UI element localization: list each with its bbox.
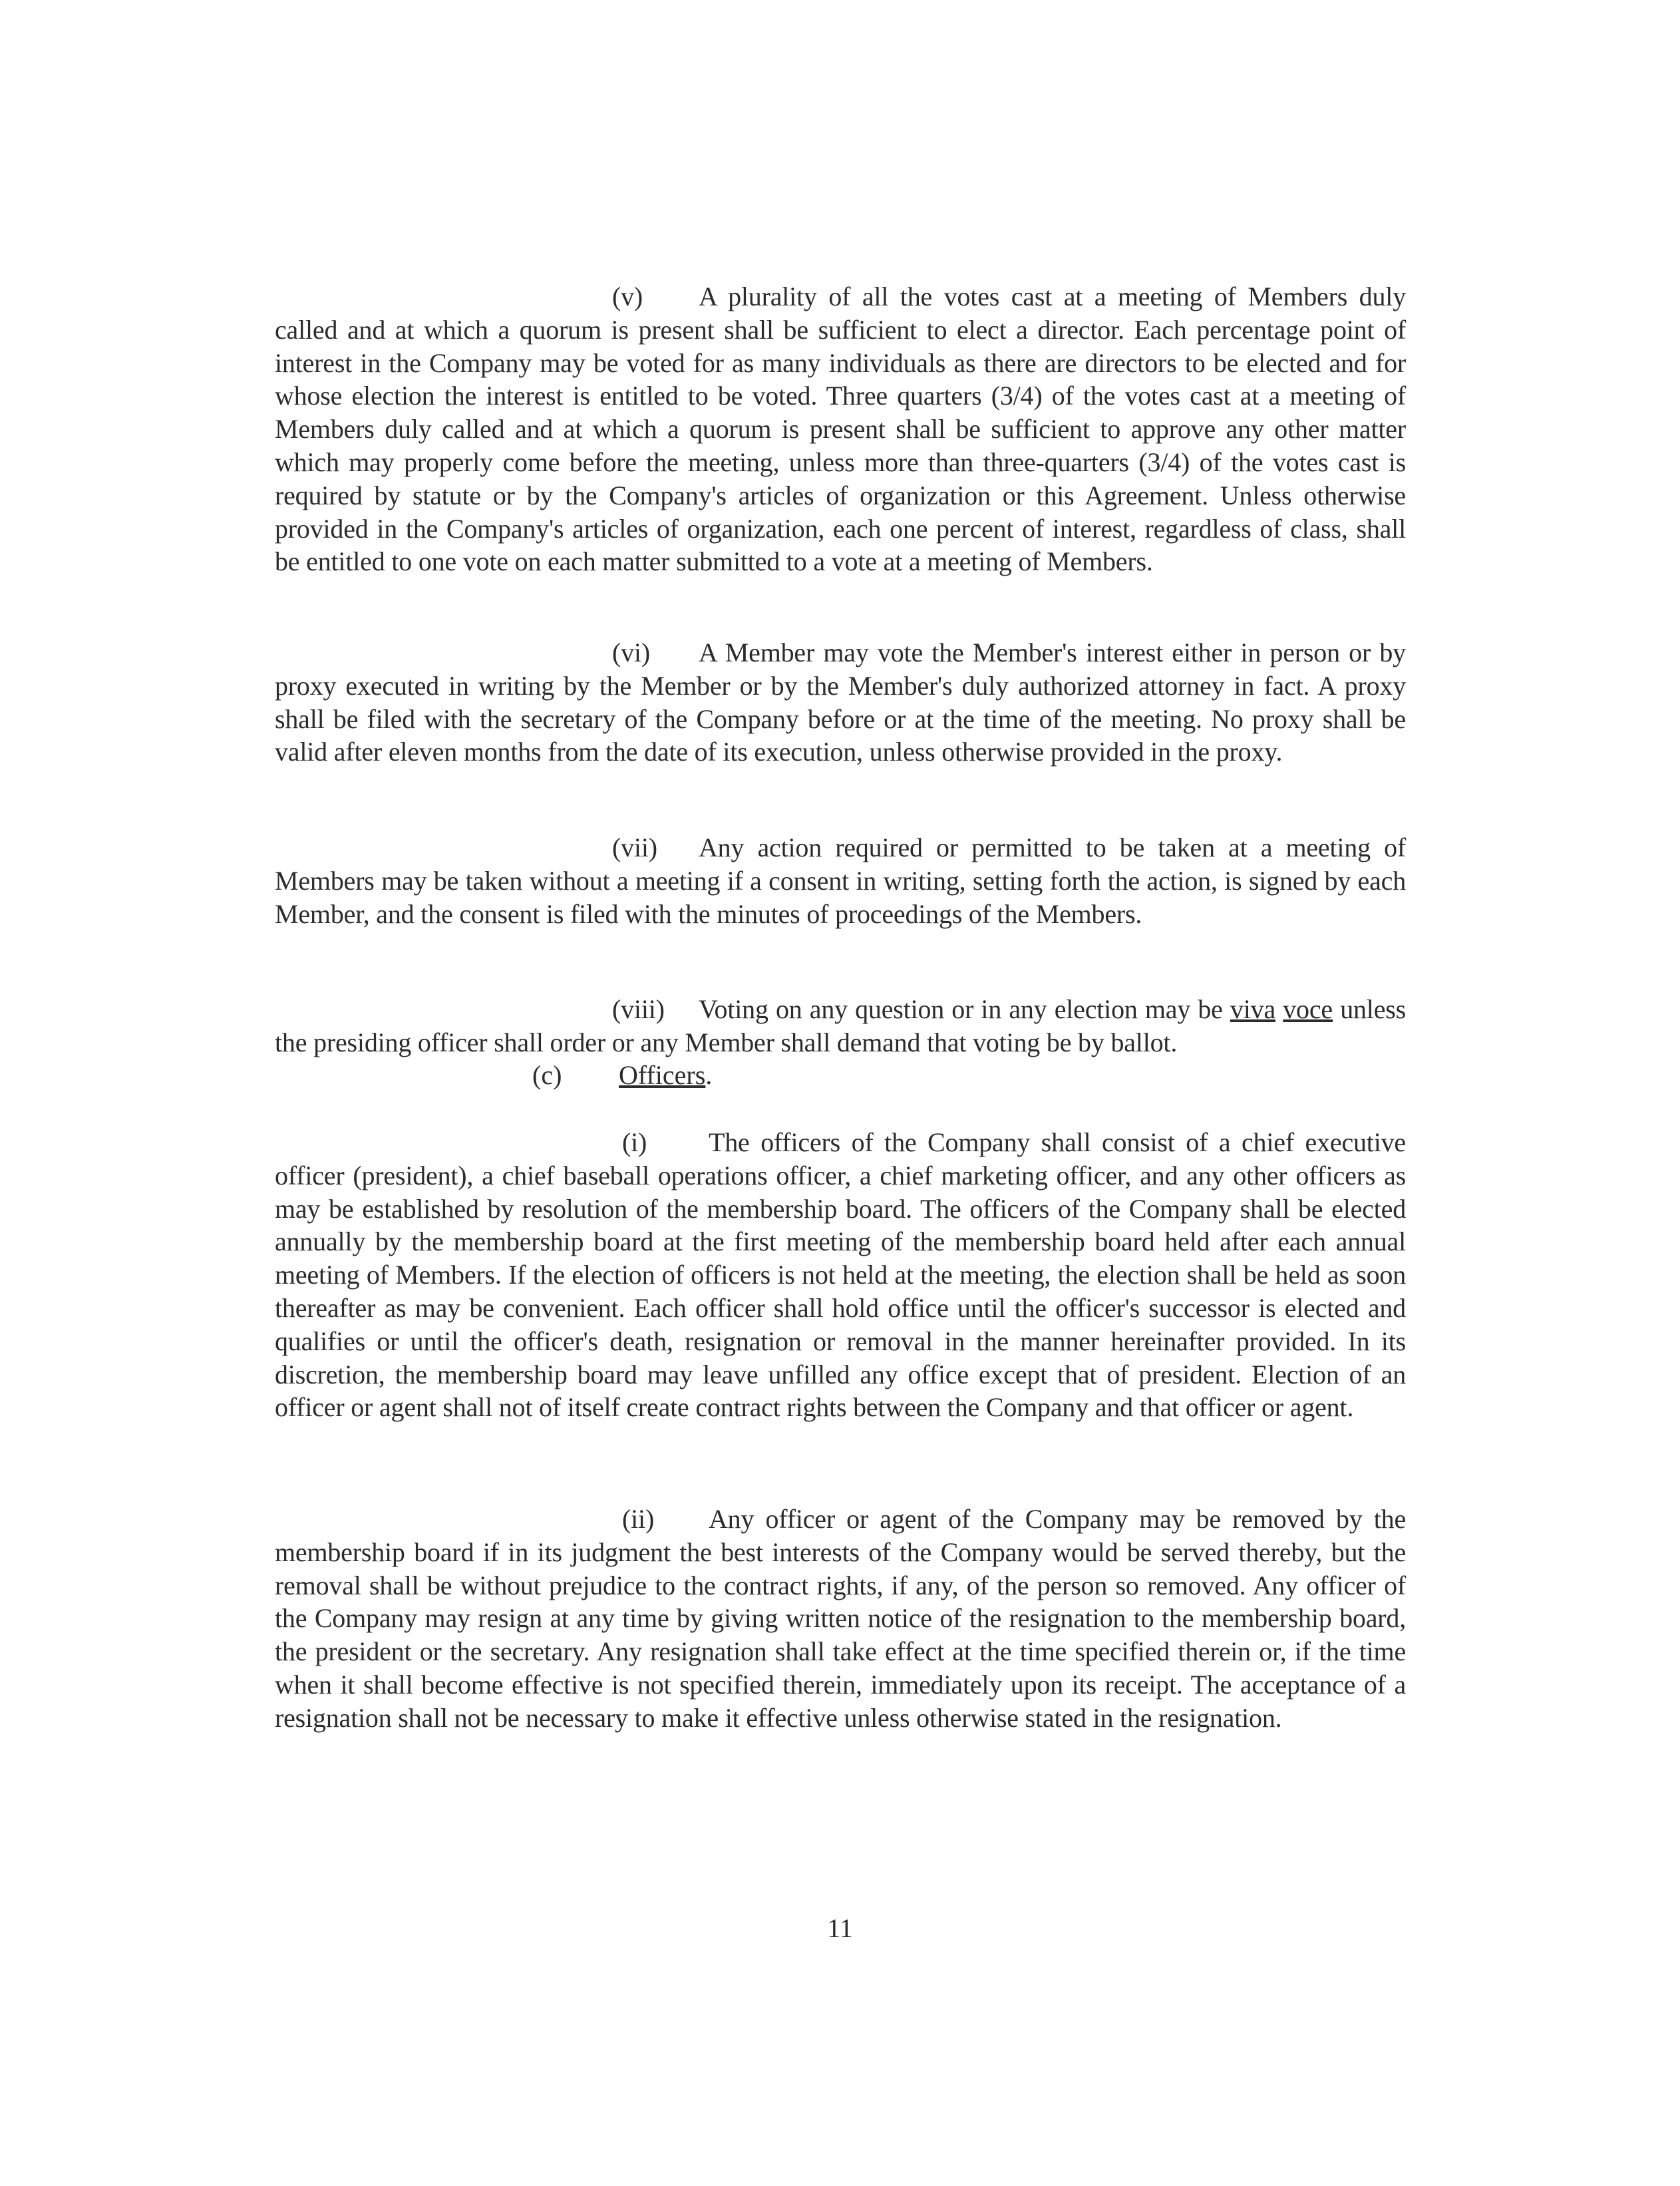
paragraph-number: (i) [622,1127,647,1157]
paragraph-number: (v) [612,281,643,311]
paragraph-text: The officers of the Company shall consist of a chief executive officer (president), a chief baseball operations officer, a chief marketing officer, and any other officers as may be established by resolution of the membership board. The officers of the Company shall be elected annually by the membership board at the first meeting of the membership board held after each annual meeting of Members. If the election of officers is not held at the meeting, the election shall be held as soon thereafter as may be convenient. Each officer shall hold office until the officer's successor is elected and qualifies or until the officer's death, resignation or removal in the manner hereinafter provided. In its discretion, the membership board may leave unfilled any office except that of president. Election of an officer or agent shall not of itself create contract rights between the Company and that officer or agent. [275,1127,1406,1423]
paragraph-number: (vi) [612,638,650,667]
paragraph-text: Any action required or permitted to be taken at a meeting of Members may be taken without a meeting if a consent in writing, setting forth the action, is signed by each Member, and the consent is filed with the minutes of proceedings of the Members. [275,832,1406,929]
paragraph-officers-i [275,1126,1406,1424]
underlined-term: viva [1230,994,1276,1024]
page-number: 11 [827,1913,853,1943]
paragraph-text: A plurality of all the votes cast at a meeting of Members duly called and at which a quorum is present shall be sufficient to elect a director. Each percentage point of interest in the Company may be voted for as many individuals as there are directors to be elected and for whose election the interest is entitled to be voted. Three quarters (3/4) of the votes cast at a meeting of Members duly called and at which a quorum is present shall be sufficient to approve any other matter which may properly come before the meeting, unless more than three-quarters (3/4) of the votes cast is required by statute or by the Company's articles of organization or this Agreement. Unless otherwise provided in the Company's articles of organization, each one percent of interest, regardless of class, shall be entitled to one vote on each matter submitted to a vote at a meeting of Members. [275,281,1406,577]
section-title-suffix: . [705,1060,713,1090]
paragraph-number: (vii) [612,832,657,862]
paragraph-number: (viii) [612,994,665,1024]
paragraph-viii [275,993,1406,1059]
paragraph-vi [275,636,1406,769]
paragraph-text: Any officer or agent of the Company may be removed by the membership board if in its judgment the best interests of the Company would be served thereby, but the removal shall be without prejudice to the contract rights, if any, of the person so removed. Any officer of the Company may resign at any time by giving written notice of the resignation to the membership board, the president or the secretary. Any resignation shall take effect at the time specified therein or, if the time when it shall become effective is not specified therein, immediately upon its receipt. The acceptance of a resignation shall not be necessary to make it effective unless otherwise stated in the resignation. [275,1504,1406,1733]
paragraph-text: unless the presiding officer shall order or any Member shall demand that voting be by ballot. [275,994,1406,1057]
paragraph-officers-ii [275,1503,1406,1735]
paragraph-text: A Member may vote the Member's interest either in person or by proxy executed in writing by the Member or by the Member's duly authorized attorney in fact. A proxy shall be filed with the secretary of the Company before or at the time of the meeting. No proxy shall be valid after eleven months from the date of its execution, unless otherwise provided in the proxy. [275,638,1406,767]
section-title: Officers [619,1060,706,1090]
paragraph-number: (ii) [622,1504,655,1534]
section-heading-officers [532,1059,712,1092]
paragraph-text: Voting on any question or in any election may be [699,994,1223,1024]
paragraph-v [275,280,1406,578]
paragraph-vii [275,831,1406,930]
underlined-term: voce [1283,994,1333,1024]
section-number: (c) [532,1060,562,1090]
